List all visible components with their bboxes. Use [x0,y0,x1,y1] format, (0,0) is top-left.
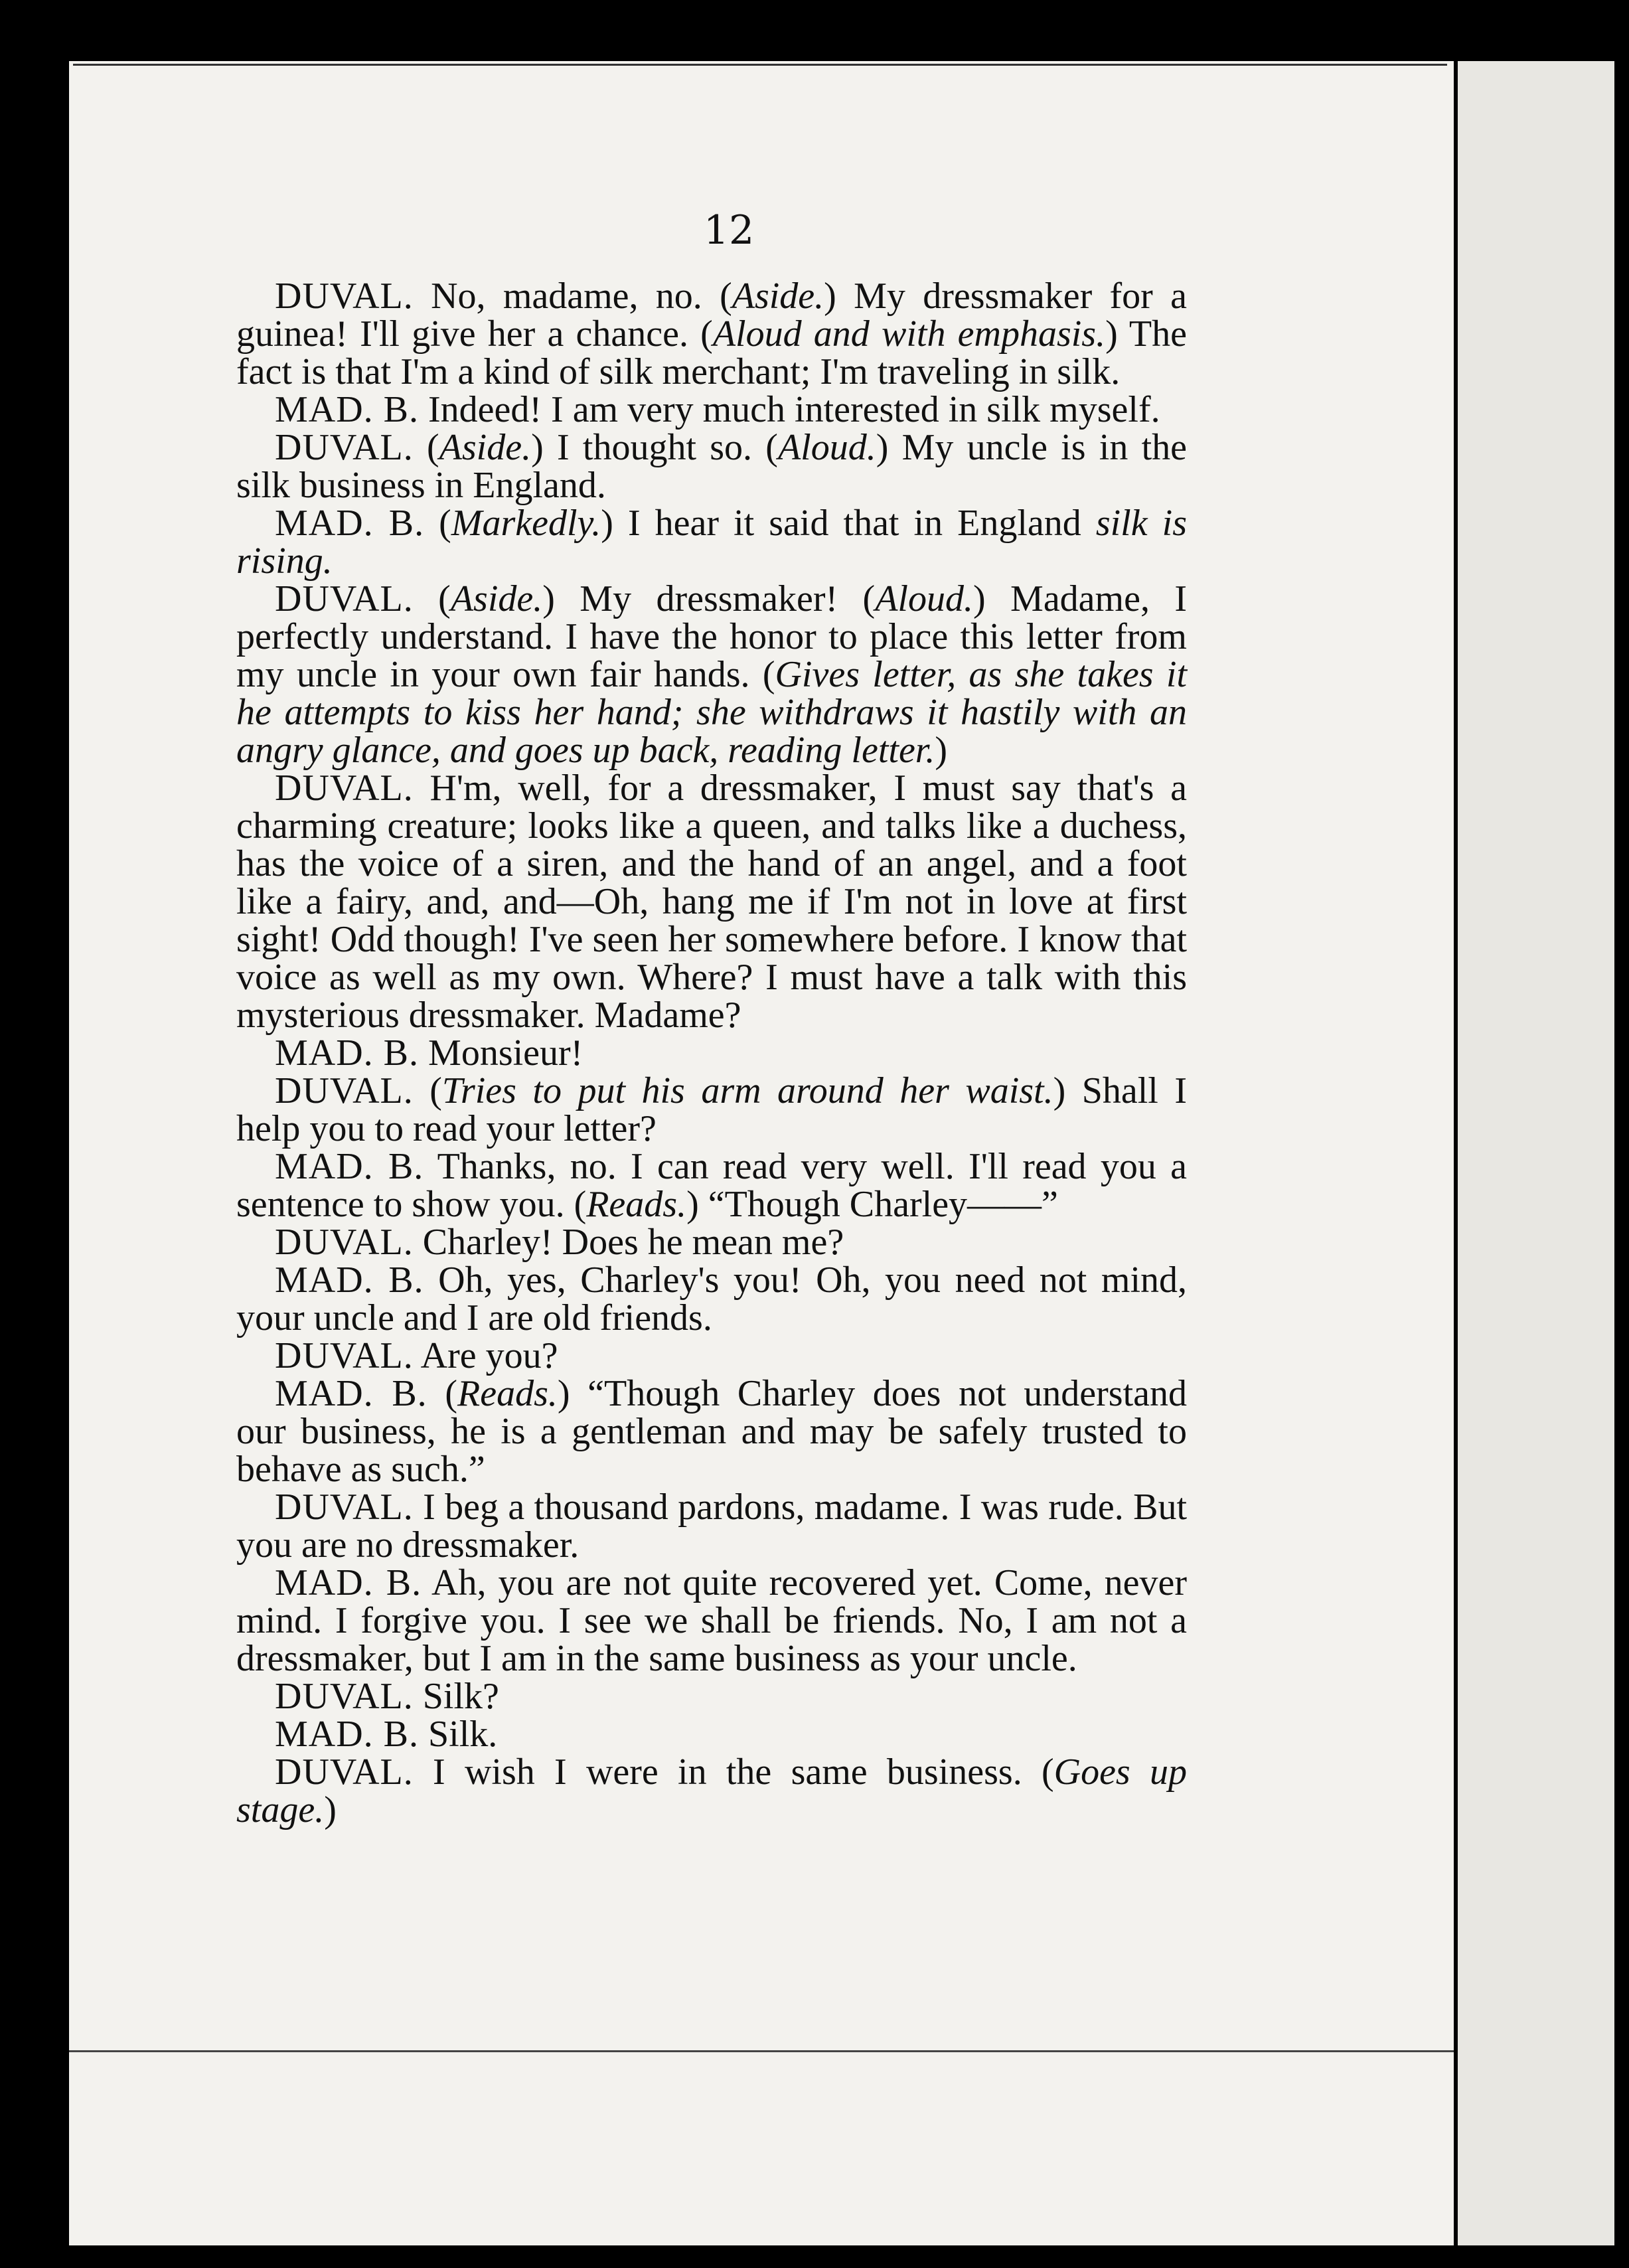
dialogue-text: No, madame, no. ( [413,276,732,317]
dialogue-text: Charley! Does he mean me? [413,1222,844,1263]
stage-direction: silk is rising. [236,503,1187,582]
stage-direction: Goes up stage. [236,1751,1187,1830]
speaker-name: DUVAL. [275,578,414,619]
dialogue-text: Silk. [419,1714,498,1755]
dialogue-paragraph [236,770,1187,1034]
dialogue-paragraph [236,1564,1187,1678]
speaker-name: DUVAL. [275,1335,414,1376]
speaker-name: DUVAL. [275,1676,414,1717]
dialogue-text: Thanks, no. I can read very well. I'll read you a sentence to show you. ( [236,1146,1187,1225]
dialogue-paragraph [236,1072,1187,1148]
dialogue-paragraph [236,429,1187,505]
play-dialogue [236,278,1187,1829]
speaker-name: MAD. B. [275,1562,422,1603]
dialogue-text: ( [424,503,451,544]
speaker-name: DUVAL. [275,276,414,317]
stage-direction: Aside. [450,578,543,619]
dialogue-text: ( [413,1070,442,1111]
speaker-name: MAD. B. [275,1032,420,1074]
facing-page-edge [1458,61,1614,2245]
dialogue-paragraph [236,1716,1187,1753]
speaker-name: DUVAL. [275,1487,414,1528]
speaker-name: MAD. B. [275,1714,420,1755]
dialogue-text: ) My dressmaker for a guinea! I'll give her a chance. ( [236,276,1187,355]
stage-direction: Aside. [732,276,824,317]
speaker-name: MAD. B. [275,1146,424,1187]
stage-direction: Aloud and with emphasis. [712,313,1106,355]
dialogue-text: ( [427,1373,457,1414]
dialogue-paragraph [236,580,1187,770]
dialogue-text: Indeed! I am very much interested in silk myself. [419,389,1160,430]
stage-direction: Aside. [439,427,532,468]
dialogue-text: Monsieur! [419,1032,583,1074]
dialogue-paragraph [236,1489,1187,1564]
dialogue-paragraph [236,1261,1187,1337]
stage-direction: Reads. [586,1184,687,1225]
top-rule [73,64,1447,66]
dialogue-text: I beg a thousand pardons, madame. I was rude. But you are no dressmaker. [236,1487,1187,1566]
dialogue-paragraph [236,1034,1187,1072]
dialogue-text: Are you? [413,1335,558,1376]
speaker-name: MAD. B. [275,1259,424,1301]
dialogue-text: I wish I were in the same business. ( [413,1751,1054,1793]
stage-direction: Gives letter, as she takes it he attempts to kiss her hand; she withdraws it hastily with an angry glance, and goes up back, reading letter. [236,654,1188,771]
speaker-name: DUVAL. [275,1070,414,1111]
dialogue-paragraph [236,278,1187,391]
dialogue-paragraph [236,1148,1187,1224]
dialogue-paragraph [236,1375,1187,1489]
speaker-name: MAD. B. [275,389,420,430]
stage-direction: Aloud. [875,578,973,619]
dialogue-text: Ah, you are not quite recovered yet. Come, never mind. I forgive you. I see we shall be friends. No, I am not a dressmaker, but I am in the same business as your uncle. [236,1562,1187,1679]
dialogue-text: ) Shall I help you to read your letter? [236,1070,1187,1149]
stage-direction: Tries to put his arm around her waist. [441,1070,1053,1111]
dialogue-text: ) “Though Charley——” [686,1184,1058,1225]
speaker-name: MAD. B. [275,503,425,544]
dialogue-text: ) [324,1789,337,1830]
speaker-name: DUVAL. [275,1222,414,1263]
dialogue-paragraph [236,391,1187,429]
dialogue-text: ( [413,427,439,468]
dialogue-text: H'm, well, for a dressmaker, I must say that's a charming creature; looks like a queen, and talks like a duchess, has the voice of a siren, and the hand of an angel, and a foot like a fairy, and, and—Oh, hang me if I'm not in love at first sight! Odd though! I've seen her somewhere before. I know that voice as well as my own. Where? I must have a talk with this mysterious dressmaker. Madame? [236,768,1187,1036]
stage-direction: Aloud. [777,427,876,468]
speaker-name: DUVAL. [275,1751,414,1793]
speaker-name: DUVAL. [275,768,414,809]
dialogue-paragraph [236,505,1187,580]
dialogue-paragraph [236,1678,1187,1716]
page-number: 12 [703,207,755,254]
dialogue-text: ) “Though Charley does not understand our business, he is a gentleman and may be safely trusted to behave as such.” [236,1373,1188,1490]
dialogue-text: ) The fact is that I'm a kind of silk merchant; I'm traveling in silk. [236,313,1187,392]
dialogue-text: ) I thought so. ( [531,427,778,468]
dialogue-text: ( [413,578,451,619]
stage-direction: Markedly. [451,503,601,544]
dialogue-paragraph [236,1224,1187,1261]
dialogue-text: Silk? [413,1676,499,1717]
speaker-name: DUVAL. [275,427,414,468]
dialogue-text: ) Madame, I perfectly understand. I have the honor to place this letter from my uncle in your own fair hands. ( [236,578,1188,695]
dialogue-text: ) I hear it said that in England [601,503,1096,544]
dialogue-text: Oh, yes, Charley's you! Oh, you need not mind, your uncle and I are old friends. [236,1259,1188,1338]
speaker-name: MAD. B. [275,1373,427,1414]
dialogue-text: ) [935,730,948,771]
stage-direction: Reads. [457,1373,558,1414]
dialogue-text: ) My uncle is in the silk business in England. [236,427,1187,506]
bottom-rule [69,2050,1454,2052]
dialogue-paragraph [236,1753,1187,1829]
dialogue-text: ) My dressmaker! ( [542,578,876,619]
dialogue-paragraph [236,1337,1187,1375]
